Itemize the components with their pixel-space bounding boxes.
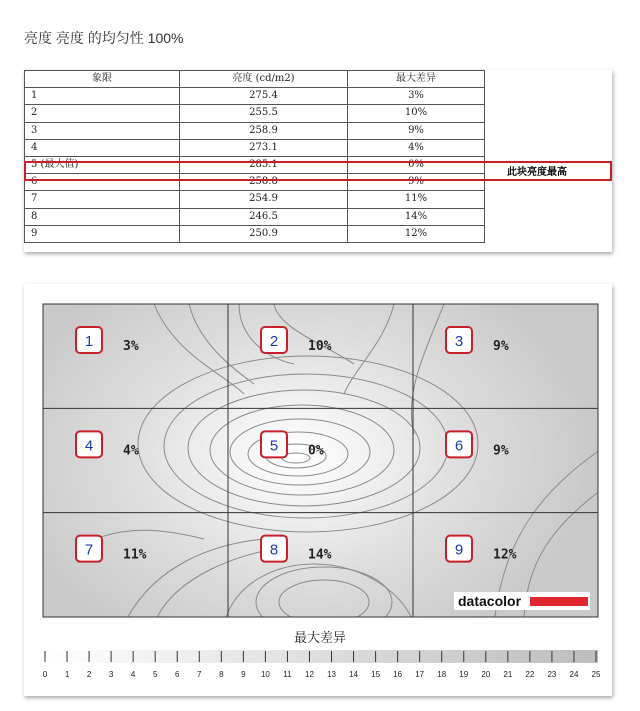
- scale-label: 最大差异: [293, 631, 347, 646]
- row-luminance: 255.5: [180, 105, 348, 122]
- row-luminance: 275.4: [180, 88, 348, 105]
- quadrant-diff-value: 12%: [493, 547, 517, 563]
- row-quadrant: 4: [25, 139, 180, 156]
- scale-tick-label: 7: [197, 670, 202, 679]
- quadrant-number: 4: [84, 437, 94, 455]
- column-header-luminance: 亮度 (cd/m2): [180, 71, 348, 88]
- row-diff: 12%: [348, 225, 485, 242]
- page-title: 亮度 亮度 的均匀性 100%: [24, 30, 184, 46]
- scale-tick-label: 21: [503, 670, 513, 679]
- quadrant-diff-value: 9%: [493, 339, 509, 354]
- row-quadrant: 2: [25, 105, 180, 122]
- luminance-table: [24, 70, 485, 243]
- quadrant-number: 8: [269, 541, 279, 559]
- max-row-note: 此块亮度最高: [507, 167, 567, 178]
- quadrant-number: 1: [84, 333, 94, 350]
- scale-tick-label: 8: [219, 670, 224, 679]
- row-diff: 14%: [348, 208, 485, 225]
- scale-tick-label: 14: [349, 670, 359, 679]
- row-diff: 11%: [348, 191, 485, 208]
- row-quadrant: 5 (最大值): [25, 156, 180, 173]
- row-quadrant: 9: [25, 225, 180, 242]
- row-luminance: 250.9: [180, 225, 348, 242]
- quadrant-number: 2: [269, 333, 279, 350]
- scale-tick-label: 10: [260, 670, 270, 679]
- scale-tick-label: 13: [327, 670, 336, 679]
- table-row: [25, 122, 485, 139]
- row-diff: 4%: [348, 139, 485, 156]
- scale-tick-label: 12: [305, 670, 314, 679]
- row-diff: 10%: [348, 105, 485, 122]
- scale-tick-label: 18: [437, 670, 447, 679]
- row-diff: 3%: [348, 88, 485, 105]
- logo-text: datacolor: [458, 593, 522, 609]
- scale-tick-label: 24: [569, 670, 579, 679]
- row-luminance: 273.1: [180, 139, 348, 156]
- scale-tick-label: 11: [283, 670, 292, 679]
- row-luminance: 258.8: [180, 174, 348, 191]
- column-header-diff: 最大差异: [348, 71, 485, 88]
- row-luminance: 258.9: [180, 122, 348, 139]
- column-header-quadrant: 象限: [25, 71, 180, 88]
- quadrant-number: 3: [454, 333, 464, 350]
- scale-tick-label: 6: [175, 670, 180, 679]
- row-quadrant: 3: [25, 122, 180, 139]
- quadrant-diff-value: 10%: [308, 339, 332, 354]
- quadrant-number: 6: [454, 437, 464, 455]
- quadrant-diff-value: 0%: [308, 443, 324, 459]
- uniformity-heatmap: [24, 284, 612, 696]
- quadrant-diff-value: 9%: [493, 443, 509, 459]
- scale-tick-label: 17: [415, 670, 425, 679]
- row-luminance: 285.1: [180, 156, 348, 173]
- quadrant-diff-value: 11%: [123, 547, 147, 563]
- quadrant-number: 7: [84, 541, 94, 559]
- table-row: [25, 225, 485, 242]
- scale-tick-label: 9: [241, 670, 246, 679]
- datacolor-logo: [454, 592, 590, 610]
- row-diff: 9%: [348, 122, 485, 139]
- row-quadrant: 8: [25, 208, 180, 225]
- scale-tick-label: 5: [152, 670, 158, 679]
- uniformity-map-panel: [24, 284, 612, 696]
- scale-tick-label: 19: [459, 670, 469, 679]
- table-row: [25, 191, 485, 208]
- row-luminance: 246.5: [180, 208, 348, 225]
- row-quadrant: 1: [25, 88, 180, 105]
- scale-tick-label: 15: [371, 670, 381, 679]
- scale-bar: [43, 650, 598, 663]
- scale-tick-label: 16: [393, 670, 403, 679]
- row-luminance: 254.9: [180, 191, 348, 208]
- scale-tick-label: 22: [525, 670, 535, 679]
- scale-tick-label: 3: [108, 670, 114, 679]
- row-quadrant: 7: [25, 191, 180, 208]
- scale-tick-label: 1: [64, 670, 70, 679]
- row-quadrant: 6: [25, 174, 180, 191]
- quadrant-diff-value: 4%: [123, 443, 139, 459]
- scale-tick-label: 2: [86, 670, 92, 679]
- table-row: [25, 139, 485, 156]
- row-diff: 0%: [348, 156, 485, 173]
- table-header-row: [25, 71, 485, 88]
- luminance-table-panel: [24, 70, 612, 252]
- scale-tick-label: 25: [591, 670, 601, 679]
- quadrant-diff-value: 3%: [123, 339, 139, 354]
- table-row: [25, 88, 485, 105]
- scale-tick-label: 23: [547, 670, 557, 679]
- quadrant-diff-value: 14%: [308, 547, 332, 563]
- scale-tick-label: 4: [130, 670, 136, 679]
- scale-tick-label: 0: [42, 670, 48, 679]
- scale-tick-label: 20: [481, 670, 491, 679]
- row-diff: 9%: [348, 174, 485, 191]
- quadrant-number: 9: [454, 541, 464, 559]
- table-row: [25, 105, 485, 122]
- quadrant-number: 5: [269, 437, 279, 455]
- table-row: [25, 208, 485, 225]
